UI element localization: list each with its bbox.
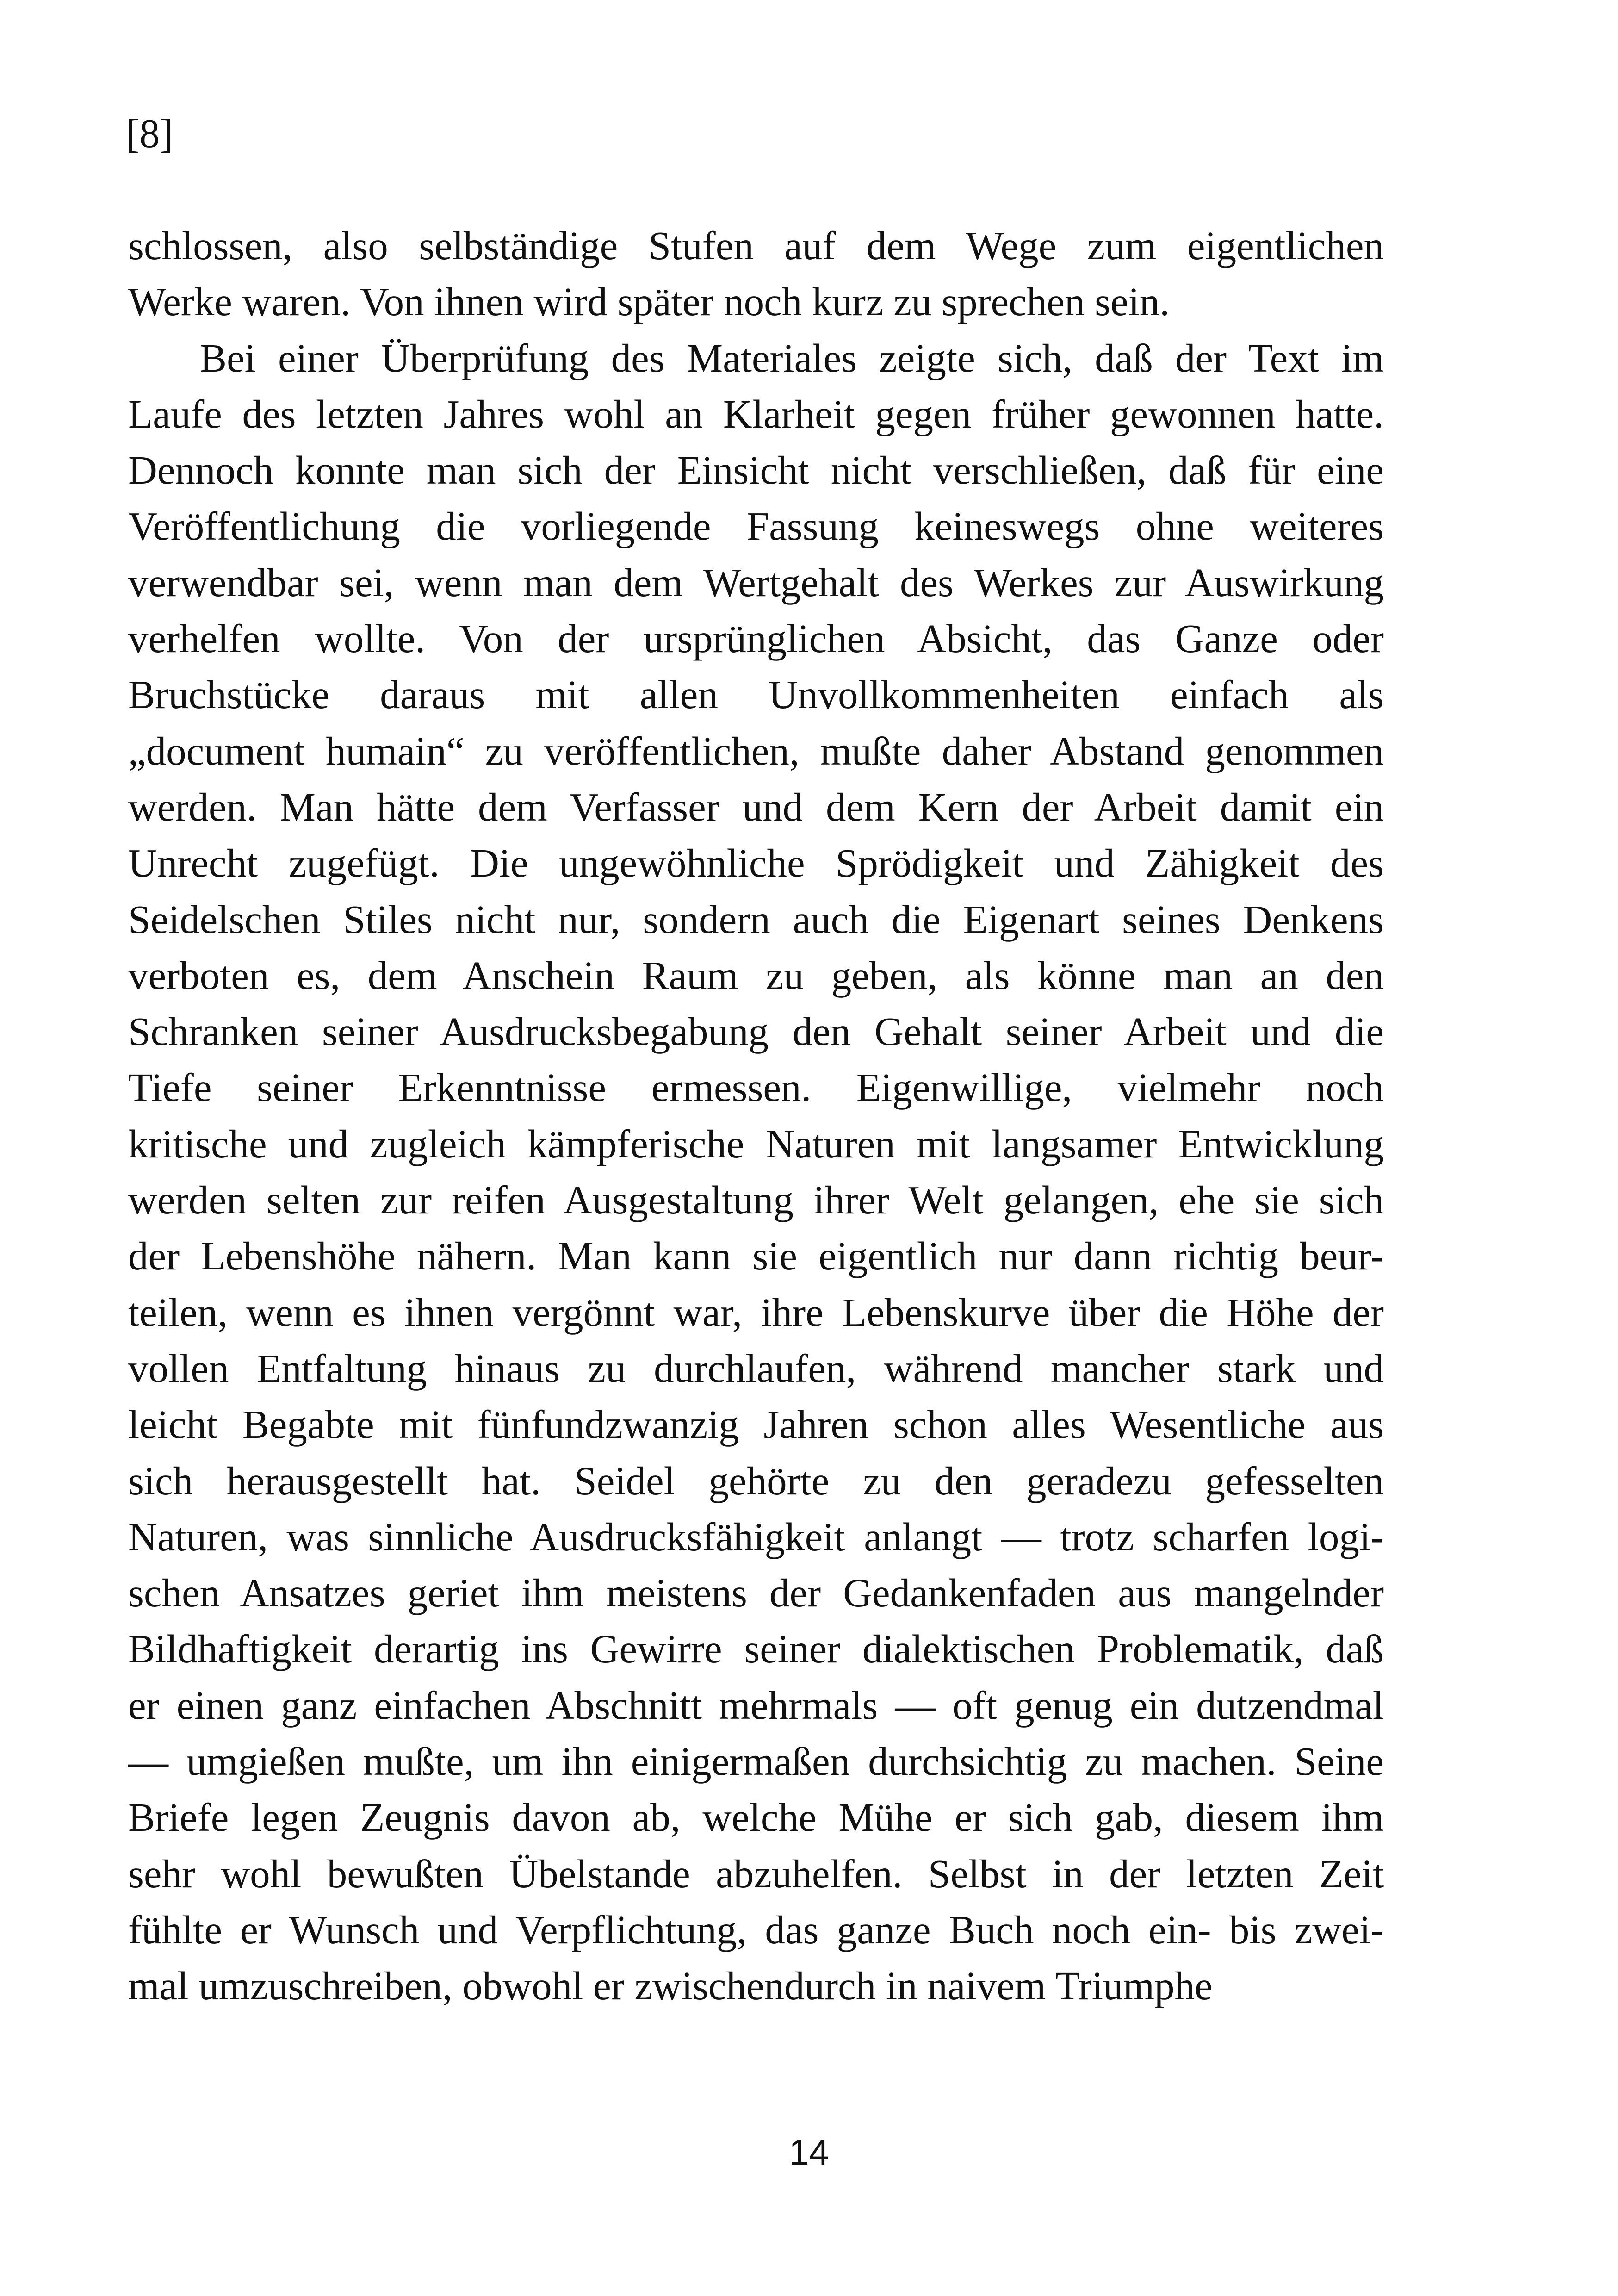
text-line: er einen ganz einfachen Abschnitt mehrmals — oft genug ein dutzendmal [128,1682,1384,1728]
text-line: verwendbar sei, wenn man dem Wertgehalt des Werkes zur Auswirkung [128,560,1384,605]
text-line: „document humain“ zu veröffentlichen, mußte daher Abstand genommen [128,728,1384,773]
text-line: kritische und zugleich kämpferische Naturen mit langsamer Entwicklung [128,1121,1384,1166]
text-line: verhelfen wollte. Von der ursprünglichen Absicht, das Ganze oder [128,616,1384,661]
text-line: schen Ansatzes geriet ihm meistens der Gedankenfaden aus mangelnder [128,1570,1384,1616]
text-line: Veröffentlichung die vorliegende Fassung keineswegs ohne weiteres [128,504,1384,549]
text-line: der Lebenshöhe nähern. Man kann sie eigentlich nur dann richtig beur- [128,1233,1384,1279]
text-line: Bei einer Überprüfung des Materiales zeigte sich, daß der Text im [200,335,1384,380]
text-line: mal umzuschreiben, obwohl er zwischendurch in naivem Triumphe [128,1963,1213,2009]
text-line: Bruchstücke daraus mit allen Unvollkommenheiten einfach als [128,672,1384,717]
text-line: Dennoch konnte man sich der Einsicht nicht verschließen, daß für eine [128,448,1384,493]
text-line: Naturen, was sinnliche Ausdrucksfähigkeit anlangt — trotz scharfen logi- [128,1514,1384,1559]
text-line: Bildhaftigkeit derartig ins Gewirre seiner dialektischen Problematik, daß [128,1626,1384,1672]
text-line: werden selten zur reifen Ausgestaltung ihrer Welt gelangen, ehe sie sich [128,1177,1384,1223]
text-line: — umgießen mußte, um ihn einigermaßen durchsichtig zu machen. Seine [128,1739,1384,1784]
text-line: Briefe legen Zeugnis davon ab, welche Mühe er sich gab, diesem ihm [128,1795,1384,1840]
text-line: Schranken seiner Ausdrucksbegabung den Gehalt seiner Arbeit und die [128,1009,1384,1054]
text-line: verboten es, dem Anschein Raum zu geben, als könne man an den [128,952,1384,998]
text-line: Laufe des letzten Jahres wohl an Klarheit gegen früher gewonnen hatte. [128,391,1384,436]
text-line: werden. Man hätte dem Verfasser und dem Kern der Arbeit damit ein [128,784,1384,829]
text-line: Seidelschen Stiles nicht nur, sondern auch die Eigenart seines Denkens [128,896,1384,942]
text-line: Unrecht zugefügt. Die ungewöhnliche Sprödigkeit und Zähigkeit des [128,840,1384,886]
body-text [128,218,1384,2014]
text-line: sich herausgestellt hat. Seidel gehörte zu den geradezu gefesselten [128,1458,1384,1503]
text-line: Werke waren. Von ihnen wird später noch kurz zu sprechen sein. [128,279,1170,324]
text-line: teilen, wenn es ihnen vergönnt war, ihre Lebenskurve über die Höhe der [128,1289,1384,1335]
text-line: Tiefe seiner Erkenntnisse ermessen. Eigenwillige, vielmehr noch [128,1065,1384,1110]
text-line: schlossen, also selbständige Stufen auf dem Wege zum eigentlichen [128,223,1384,268]
page-marker: [8] [126,112,174,156]
page-number: 14 [789,2132,829,2172]
text-line: sehr wohl bewußten Übelstande abzuhelfen. Selbst in der letzten Zeit [128,1851,1384,1896]
text-line: leicht Begabte mit fünfundzwanzig Jahren schon alles Wesentliche aus [128,1402,1384,1447]
text-line: vollen Entfaltung hinaus zu durchlaufen, während mancher stark und [128,1345,1384,1391]
text-line: fühlte er Wunsch und Verpflichtung, das ganze Buch noch ein- bis zwei- [128,1907,1384,1952]
